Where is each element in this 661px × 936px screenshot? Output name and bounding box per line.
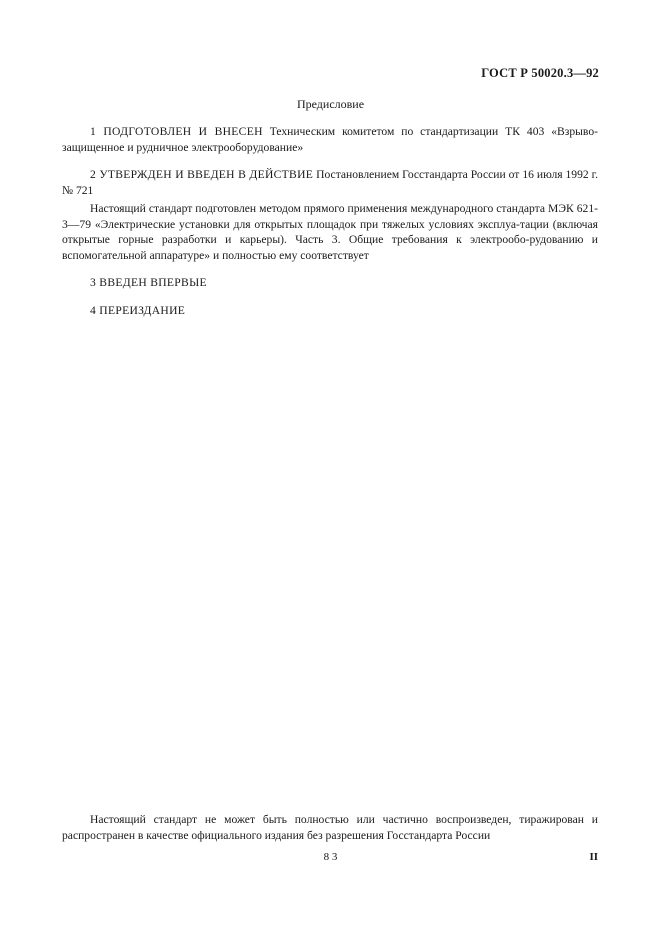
page-code: 8 3 [323, 851, 338, 863]
copyright-note [62, 812, 598, 844]
item-2 [62, 167, 598, 198]
page-title: Предисловие [296, 97, 365, 111]
adoption-paragraph: Настоящий стандарт подготовлен методом прямого применения международного стандарта МЭК 621-3—79 «Электрические установки для открытых площадок при тяжелых условиях эксплуа-тации (включая открытые горные разработки и карьеры). Часть 3. Общие требования к электрообо-рудованию и вспомогательной аппаратуре» и полностью ему соответствует [62, 202, 598, 262]
item-4: 4 ПЕРЕИЗДАНИЕ [90, 303, 186, 317]
copyright-note-text: Настоящий стандарт не может быть полностью или частично воспроизведен, тиражирован и распространен в качестве официального издания без разрешения Госстандарта России [62, 813, 598, 842]
document-body [62, 124, 598, 318]
item-3: 3 ВВЕДЕН ВПЕРВЫЕ [90, 276, 207, 289]
page-number: II [589, 851, 598, 863]
item-1-heading: 1 ПОДГОТОВЛЕН И ВНЕСЕН [90, 125, 263, 138]
item-1-text: Техническим комитетом по стандартизации ТК 403 «Взрыво-защищенное и рудничное электрооборудование» [62, 125, 598, 154]
item-2-text: Постановлением Госстандарта России от 16 июля 1992 г. № 721 [62, 168, 598, 197]
item-1 [62, 124, 598, 155]
standard-code: ГОСТ Р 50020.3—92 [481, 66, 599, 80]
item-2-heading: 2 УТВЕРЖДЕН И ВВЕДЕН В ДЕЙСТВИЕ [90, 168, 314, 181]
